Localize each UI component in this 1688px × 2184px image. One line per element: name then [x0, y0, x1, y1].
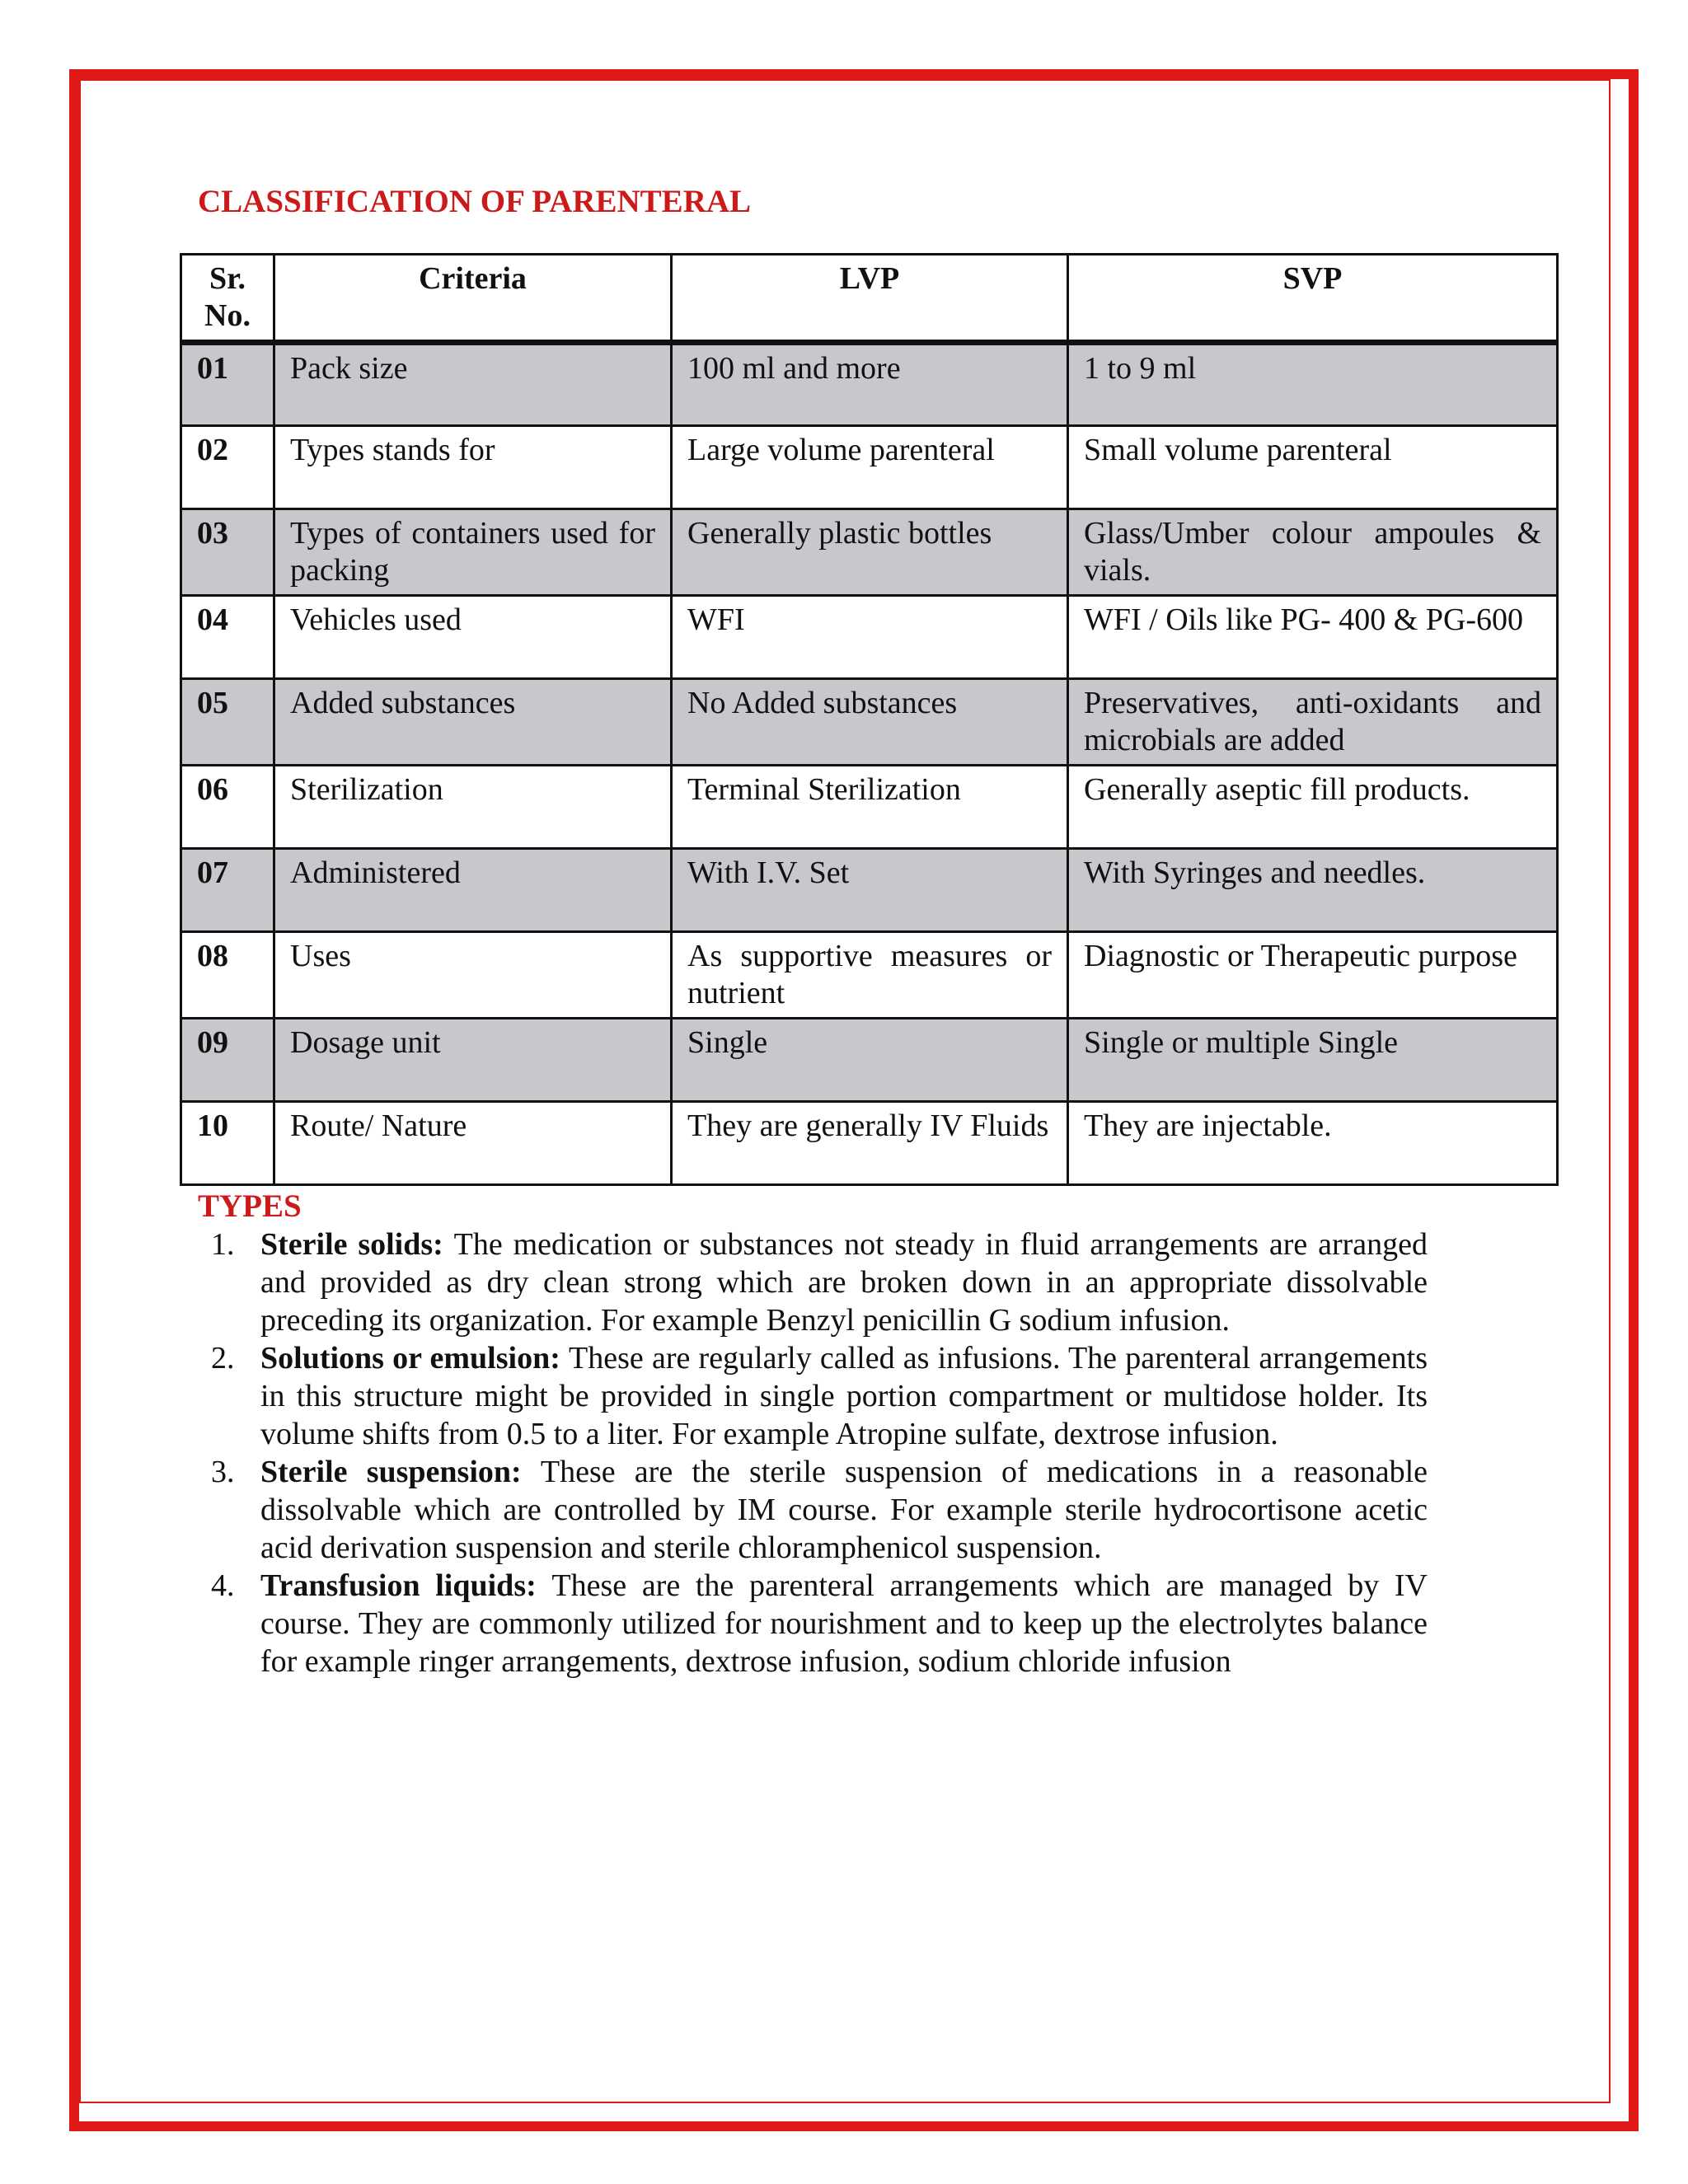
table-row [181, 425, 1558, 509]
cell-svp: Single or multiple Single [1068, 1018, 1558, 1101]
cell-criteria: Sterilization [274, 765, 672, 848]
table-row [181, 765, 1558, 848]
cell-svp: Diagnostic or Therapeutic purpose [1068, 931, 1558, 1018]
cell-svp: Generally aseptic fill products. [1068, 765, 1558, 848]
cell-sr: 03 [181, 509, 274, 595]
list-item-term: Solutions or emulsion: [260, 1340, 570, 1376]
cell-sr: 04 [181, 595, 274, 678]
cell-svp: Small volume parenteral [1068, 425, 1558, 509]
list-item-number: 3. [211, 1454, 235, 1489]
list-item [180, 1567, 1428, 1680]
list-item-number: 2. [211, 1340, 235, 1376]
cell-criteria: Uses [274, 931, 672, 1018]
types-list [180, 1226, 1559, 1680]
cell-svp: Glass/Umber colour ampoules & vials. [1068, 509, 1558, 595]
cell-lvp: They are generally IV Fluids [672, 1101, 1068, 1184]
cell-lvp: With I.V. Set [672, 848, 1068, 931]
cell-criteria: Route/ Nature [274, 1101, 672, 1184]
cell-sr: 02 [181, 425, 274, 509]
cell-criteria: Dosage unit [274, 1018, 672, 1101]
page-content [180, 183, 1559, 1680]
cell-lvp: Large volume parenteral [672, 425, 1068, 509]
types-heading: TYPES [198, 1188, 302, 1224]
list-item-number: 1. [211, 1226, 235, 1262]
cell-lvp: No Added substances [672, 678, 1068, 765]
list-item-term: Sterile solids: [260, 1226, 454, 1262]
cell-svp: WFI / Oils like PG- 400 & PG-600 [1068, 595, 1558, 678]
cell-criteria: Vehicles used [274, 595, 672, 678]
list-item-text: These are regularly called as infusions. The parenteral arrangements in this structure might be provided in single portion compartment or multidose holder. Its volume shifts from 0.5 to a liter. For example Atropine sulfate, dextrose infusion. [260, 1340, 1428, 1451]
cell-sr: 06 [181, 765, 274, 848]
cell-sr: 07 [181, 848, 274, 931]
list-item-text: The medication or substances not steady in fluid arrangements are arranged and provided as dry clean strong which are broken down in an appropriate dissolvable preceding its organization. For example Benzyl penicillin G sodium infusion. [260, 1226, 1428, 1338]
cell-lvp: 100 ml and more [672, 342, 1068, 425]
cell-lvp: As supportive measures or nutrient [672, 931, 1068, 1018]
classification-table [180, 253, 1559, 1186]
table-row [181, 678, 1558, 765]
cell-svp: Preservatives, anti-oxidants and microbials are added [1068, 678, 1558, 765]
cell-criteria: Types of containers used for packing [274, 509, 672, 595]
header-criteria: Criteria [274, 254, 672, 342]
cell-sr: 01 [181, 342, 274, 425]
table-row [181, 595, 1558, 678]
cell-svp: With Syringes and needles. [1068, 848, 1558, 931]
table-row [181, 342, 1558, 425]
cell-sr: 05 [181, 678, 274, 765]
list-item-text: These are the parenteral arrangements which are managed by IV course. They are commonly utilized for nourishment and to keep up the electrolytes balance for example ringer arrangements, dextrose infusion, sodium chloride infusion [260, 1568, 1428, 1679]
table-row [181, 931, 1558, 1018]
table-header-row [181, 254, 1558, 342]
cell-sr: 10 [181, 1101, 274, 1184]
list-item [180, 1453, 1428, 1567]
page-title: CLASSIFICATION OF PARENTERAL [198, 184, 752, 219]
header-svp: SVP [1068, 254, 1558, 342]
header-sr-no: Sr. No. [181, 254, 274, 342]
cell-criteria: Pack size [274, 342, 672, 425]
table-row [181, 509, 1558, 595]
table-row [181, 848, 1558, 931]
cell-criteria: Types stands for [274, 425, 672, 509]
cell-svp: 1 to 9 ml [1068, 342, 1558, 425]
cell-lvp: Terminal Sterilization [672, 765, 1068, 848]
cell-sr: 08 [181, 931, 274, 1018]
table-row [181, 1101, 1558, 1184]
header-lvp: LVP [672, 254, 1068, 342]
cell-lvp: WFI [672, 595, 1068, 678]
list-item-number: 4. [211, 1568, 235, 1603]
table-row [181, 1018, 1558, 1101]
list-item-term: Sterile suspension: [260, 1454, 541, 1489]
cell-sr: 09 [181, 1018, 274, 1101]
cell-criteria: Administered [274, 848, 672, 931]
list-item [180, 1226, 1428, 1339]
list-item [180, 1339, 1428, 1453]
cell-lvp: Generally plastic bottles [672, 509, 1068, 595]
list-item-term: Transfusion liquids: [260, 1568, 552, 1603]
cell-criteria: Added substances [274, 678, 672, 765]
cell-lvp: Single [672, 1018, 1068, 1101]
cell-svp: They are injectable. [1068, 1101, 1558, 1184]
list-item-text: These are the sterile suspension of medications in a reasonable dissolvable which are controlled by IM course. For example sterile hydrocortisone acetic acid derivation suspension and sterile chloramphenicol suspension. [260, 1454, 1428, 1565]
